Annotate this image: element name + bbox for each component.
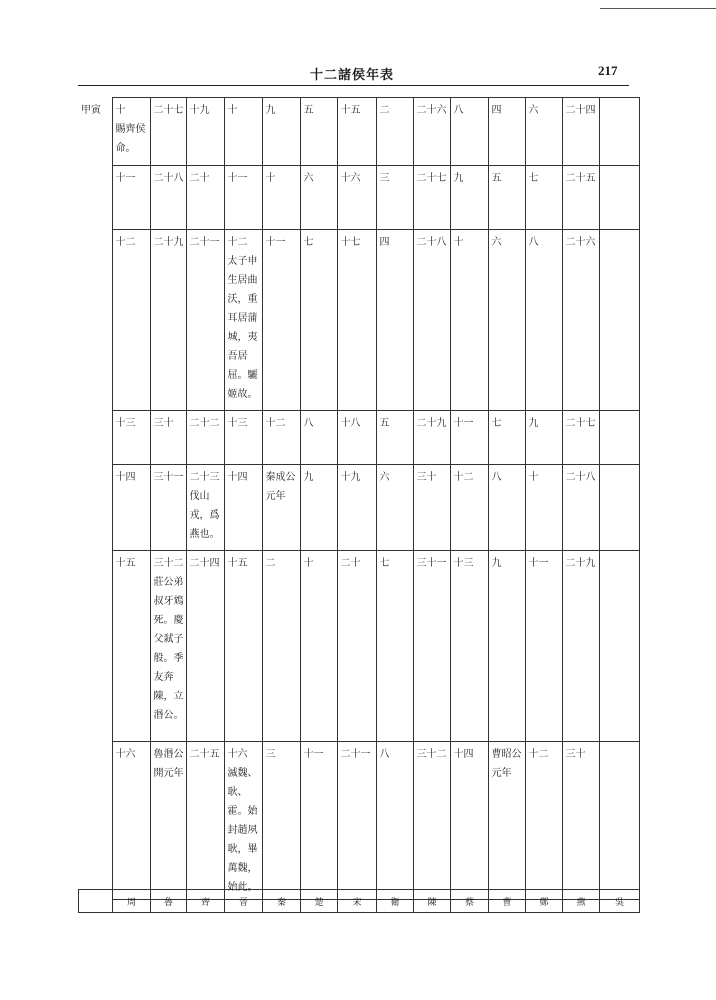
table-cell: 二十一 <box>186 230 224 411</box>
table-cell: 七 <box>525 166 562 230</box>
table-cell: 六 <box>376 465 413 551</box>
table-cell <box>599 411 639 465</box>
top-edge-rule <box>600 8 716 9</box>
table-cell: 四 <box>376 230 413 411</box>
table-cell: 七 <box>488 411 525 465</box>
page-number: 217 <box>598 63 618 78</box>
table-cell: 九 <box>488 551 525 742</box>
state-label: 魯 <box>151 890 187 913</box>
table-cell: 十 <box>525 465 562 551</box>
state-label: 晉 <box>225 890 263 913</box>
table-cell: 曹昭公元年 <box>488 742 525 900</box>
state-label: 楚 <box>301 890 338 913</box>
table-cell: 十三 <box>224 411 262 465</box>
state-label: 蔡 <box>451 890 489 913</box>
year-cell <box>78 230 112 411</box>
table-cell: 十二 太子申生居曲沃，重耳居蒲城，夷吾居屈。驪姬故。 <box>224 230 262 411</box>
table-cell: 二 <box>262 551 300 742</box>
chronology-table <box>78 97 640 900</box>
table-row <box>78 551 639 742</box>
table-cell: 十一 <box>450 411 488 465</box>
table-cell: 十三 <box>450 551 488 742</box>
table-cell <box>599 230 639 411</box>
state-label: 燕 <box>563 890 600 913</box>
year-cell <box>78 742 112 900</box>
table-cell: 十二 <box>112 230 150 411</box>
table-cell: 十 <box>300 551 337 742</box>
table-cell: 九 <box>262 98 300 166</box>
table-cell: 三十 <box>562 742 599 900</box>
table-cell: 十一 <box>112 166 150 230</box>
table-cell: 二十七 <box>150 98 186 166</box>
table-cell <box>599 465 639 551</box>
table-cell: 二十 <box>186 166 224 230</box>
table-cell: 二 <box>376 98 413 166</box>
table-cell: 十六 <box>112 742 150 900</box>
table-cell: 三 <box>262 742 300 900</box>
state-label: 曹 <box>489 890 526 913</box>
year-cell: 甲寅 <box>78 98 112 166</box>
state-label: 衛 <box>377 890 414 913</box>
table-cell: 九 <box>300 465 337 551</box>
state-label: 宋 <box>338 890 377 913</box>
state-label: 周 <box>113 890 151 913</box>
table-row <box>78 166 639 230</box>
table-cell: 二十九 <box>562 551 599 742</box>
table-cell: 七 <box>300 230 337 411</box>
table-cell: 十四 <box>112 465 150 551</box>
table-cell: 二十五 <box>562 166 599 230</box>
table-cell: 十三 <box>112 411 150 465</box>
table-cell: 五 <box>488 166 525 230</box>
table-row <box>78 98 639 166</box>
header-rule <box>78 85 629 86</box>
table-cell: 十二 <box>525 742 562 900</box>
table-cell: 三 <box>376 166 413 230</box>
table-cell: 十一 <box>224 166 262 230</box>
table-cell: 十一 <box>262 230 300 411</box>
table-cell: 二十二 <box>186 411 224 465</box>
table-cell <box>599 551 639 742</box>
table-cell: 十五 <box>224 551 262 742</box>
table-cell: 六 <box>525 98 562 166</box>
table-cell: 十 <box>262 166 300 230</box>
table-cell: 十九 <box>186 98 224 166</box>
state-label: 陳 <box>414 890 451 913</box>
table-row <box>78 411 639 465</box>
table-cell: 十六 滅魏、耿、霍。始封趙夙耿，畢萬魏，始此。 <box>224 742 262 900</box>
table-cell: 秦成公元年 <box>262 465 300 551</box>
table-row <box>78 230 639 411</box>
table-cell: 十九 <box>337 465 376 551</box>
table-cell: 十七 <box>337 230 376 411</box>
table-cell: 二十七 <box>413 166 450 230</box>
table-cell: 三十 <box>413 465 450 551</box>
table-cell: 十六 <box>337 166 376 230</box>
table-cell: 二十八 <box>150 166 186 230</box>
table-cell: 十五 <box>112 551 150 742</box>
table-row <box>78 465 639 551</box>
state-name-row <box>78 889 640 913</box>
table-cell: 四 <box>488 98 525 166</box>
table-cell: 六 <box>488 230 525 411</box>
table-cell: 二十四 <box>562 98 599 166</box>
table-cell: 十 <box>450 230 488 411</box>
table-row <box>78 742 639 900</box>
state-label <box>79 890 113 913</box>
table-cell: 十 <box>224 98 262 166</box>
table-cell: 九 <box>525 411 562 465</box>
table-cell <box>599 98 639 166</box>
table-cell: 十一 <box>525 551 562 742</box>
table-cell: 二十 <box>337 551 376 742</box>
year-cell <box>78 465 112 551</box>
year-cell <box>78 166 112 230</box>
table-cell: 十八 <box>337 411 376 465</box>
table-cell: 二十三 伐山戎，爲燕也。 <box>186 465 224 551</box>
table-cell: 六 <box>300 166 337 230</box>
year-cell <box>78 411 112 465</box>
table-cell: 十一 <box>300 742 337 900</box>
table-cell: 二十七 <box>562 411 599 465</box>
running-title: 十二諸侯年表 <box>310 68 395 83</box>
table-cell: 十二 <box>262 411 300 465</box>
table-cell: 三十二 莊公弟叔牙鴆死。慶父弒子般。季友奔陳，立湣公。 <box>150 551 186 742</box>
table-cell: 三十一 <box>413 551 450 742</box>
table-cell: 五 <box>300 98 337 166</box>
table-cell: 八 <box>525 230 562 411</box>
table-cell: 九 <box>450 166 488 230</box>
year-cell <box>78 551 112 742</box>
table-cell: 二十一 <box>337 742 376 900</box>
table-cell: 十 賜齊侯命。 <box>112 98 150 166</box>
table-cell: 三十二 <box>413 742 450 900</box>
table-cell: 二十六 <box>562 230 599 411</box>
state-label: 吳 <box>600 890 640 913</box>
table-cell: 七 <box>376 551 413 742</box>
state-label: 鄭 <box>526 890 563 913</box>
table-cell: 二十八 <box>413 230 450 411</box>
table-cell <box>599 166 639 230</box>
table-cell: 十二 <box>450 465 488 551</box>
table-cell: 三十 <box>150 411 186 465</box>
state-label: 秦 <box>263 890 301 913</box>
table-cell: 二十五 <box>186 742 224 900</box>
table-cell: 十四 <box>224 465 262 551</box>
table-cell: 二十八 <box>562 465 599 551</box>
table-cell: 二十六 <box>413 98 450 166</box>
table-cell: 二十九 <box>413 411 450 465</box>
table-cell: 魯湣公開元年 <box>150 742 186 900</box>
table-cell: 二十九 <box>150 230 186 411</box>
table-cell: 三十一 <box>150 465 186 551</box>
table-cell <box>599 742 639 900</box>
table-cell: 八 <box>300 411 337 465</box>
table-cell: 八 <box>450 98 488 166</box>
state-label: 齊 <box>187 890 225 913</box>
table-cell: 八 <box>488 465 525 551</box>
table-cell: 八 <box>376 742 413 900</box>
table-cell: 五 <box>376 411 413 465</box>
table-cell: 十四 <box>450 742 488 900</box>
table-cell: 二十四 <box>186 551 224 742</box>
table-cell: 十五 <box>337 98 376 166</box>
